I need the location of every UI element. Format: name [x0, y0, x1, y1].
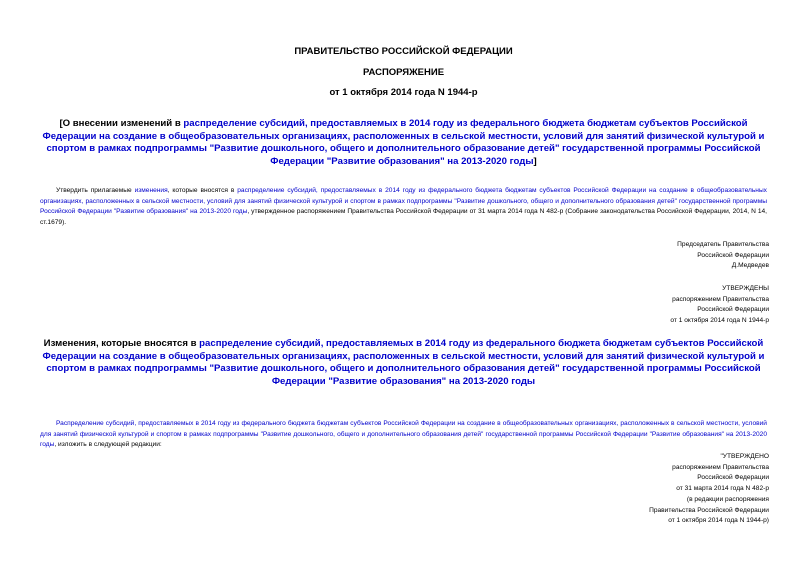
document-date-number: от 1 октября 2014 года N 1944-р: [329, 87, 478, 98]
approval-block-quoted: [649, 452, 769, 527]
approval-line: "УТВЕРЖДЕНО: [720, 453, 769, 460]
changes-title-prefix: Изменения, которые вносятся в: [43, 338, 200, 349]
para1-text-1: Утвердить прилагаемые: [56, 187, 135, 194]
approval-line: Российской Федерации: [697, 306, 769, 314]
changes-title: [40, 338, 767, 388]
changes-title-link[interactable]: распределение субсидий, предоставляемых в 2014 году из федерального бюджета бюджетам субъектов Российской Федерации на создание в общеобразовательных организациях, расположенных в сельской местности, условий для занятий физической культурой и спортом в рамках подпрограммы "Развитие дошкольного, общего и дополнительного образования детей" государственной программы Российской Федерации "Развитие образования" на 2013-2020 годы: [42, 338, 765, 387]
approval-line: (в редакции распоряжения: [686, 495, 769, 503]
approval-line: от 1 октября 2014 года N 1944-р): [668, 517, 769, 525]
document-title: [40, 118, 767, 168]
document-type-heading: РАСПОРЯЖЕНИЕ: [362, 67, 445, 78]
signature-line: Российской Федерации: [697, 251, 769, 259]
approval-line: распоряжением Правительства: [672, 463, 769, 471]
approval-line: от 1 октября 2014 года N 1944-р: [670, 317, 769, 325]
approval-line: распоряжением Правительства: [672, 295, 769, 303]
signature-block: [677, 240, 769, 272]
changes-link[interactable]: изменения: [134, 187, 168, 194]
resolution-paragraph: [40, 186, 767, 228]
approval-line: УТВЕРЖДЕНЫ: [722, 285, 769, 292]
signature-name: Д.Медведев: [731, 262, 769, 270]
approval-line: от 31 марта 2014 года N 482-р: [676, 485, 769, 493]
title-prefix: [О внесении изменений в: [59, 118, 184, 129]
government-heading: ПРАВИТЕЛЬСТВО РОССИЙСКОЙ ФЕДЕРАЦИИ: [294, 46, 513, 57]
title-suffix: ]: [533, 155, 537, 167]
title-link[interactable]: распределение субсидий, предоставляемых в 2014 году из федерального бюджета бюджетам субъектов Российской Федерации на создание в общеобразовательных организациях, расположенных в сельской местности, условий для занятий физической культурой и спортом в рамках подпрограммы "Развитие дошкольного, общего и дополнительного образование детей" государственной программы Российской Федерации "Развитие образования" на 2013-2020 годы: [42, 118, 765, 167]
para1-text-3: , утвержденное распоряжением Правительства Российской Федерации от 31 марта 2014 года N 482-р (Собрание законодательства Российской Федерации, 2014, N 14, ст.1679).: [40, 208, 767, 226]
approval-line: Российской Федерации: [697, 474, 769, 482]
para2-text: , изложить в следующей редакции:: [54, 441, 162, 449]
signature-line: Председатель Правительства: [677, 241, 769, 248]
approval-block: [670, 284, 769, 327]
distribution-link[interactable]: распределение субсидий, предоставляемых в 2014 году из федерального бюджета бюджетам субъектов Российской Федерации на создание в общеобразовательных организациях, расположенных в сельской местности, условий для занятий физической культурой и спортом в рамках подпрограммы "Развитие дошкольного, общего и дополнительного образования детей" государственной программы Российской Федерации "Развитие образования" на 2013-2020 годы: [40, 187, 767, 215]
para1-text-2: , которые вносятся в: [167, 187, 238, 194]
changes-paragraph: [40, 419, 767, 451]
approval-line: Правительства Российской Федерации: [649, 506, 769, 514]
distribution-link-2[interactable]: Распределение субсидий, предоставляемых в 2014 году из федерального бюджета бюджетам субъектов Российской Федерации на создание в общеобразовательных организациях, расположенных в сельской местности, условий для занятий физической культурой и спортом в рамках подпрограммы "Развитие дошкольного, общего и дополнительного образования детей" государственной программы Российской Федерации "Развитие образования" на 2013-2020 годы: [40, 420, 767, 449]
